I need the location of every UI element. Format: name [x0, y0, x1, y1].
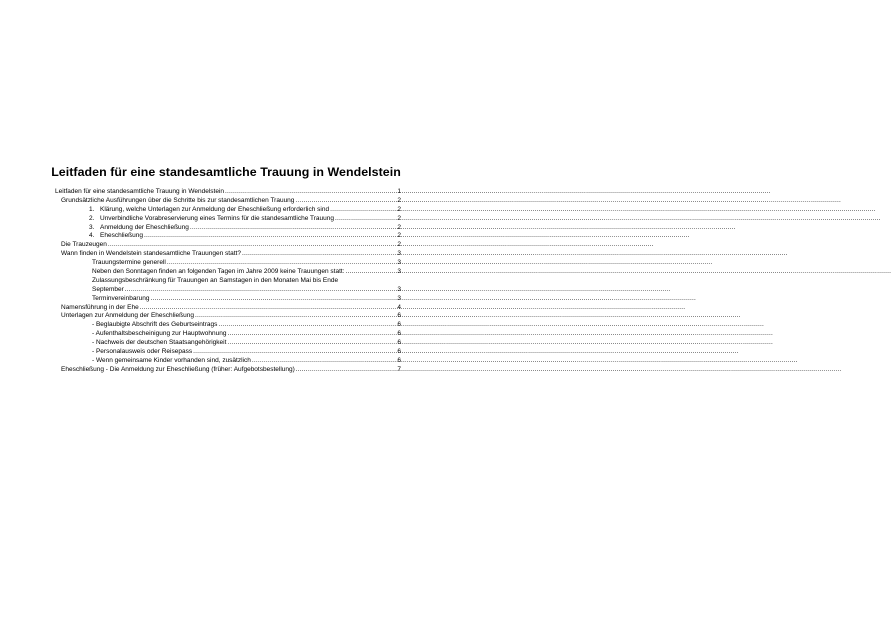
toc-entry-text: Klärung, welche Unterlagen zur Anmeldung der Eheschließung erforderlich sind: [100, 205, 330, 213]
toc-entry-text: Wann finden in Wendelstein standesamtliche Trauungen statt?: [61, 250, 241, 258]
toc-page-number: 3: [397, 285, 401, 293]
toc-entry-text: September: [92, 285, 124, 293]
toc-entry[interactable]: [55, 312, 401, 321]
toc-page-number: 6: [397, 356, 401, 364]
toc-entry-text: Leitfaden für eine standesamtliche Trauung in Wendelstein: [55, 188, 224, 195]
toc-entry[interactable]: [55, 232, 401, 241]
toc-dot-leader: [296, 366, 396, 375]
toc-dot-leader: [195, 312, 396, 321]
toc-dot-leader: [190, 224, 396, 233]
toc-page-number: 2: [397, 196, 401, 204]
toc-entry[interactable]: [55, 357, 401, 366]
table-of-contents: [55, 188, 401, 375]
toc-entry[interactable]: [55, 304, 401, 313]
toc-entry-text: Eheschließung: [100, 232, 143, 240]
toc-dot-leader: [108, 241, 396, 250]
toc-entry[interactable]: [55, 286, 401, 295]
toc-dot-leader: [227, 339, 396, 348]
toc-page-number: 6: [397, 348, 401, 356]
toc-entry-text: - Personalausweis oder Reisepass: [92, 348, 193, 356]
toc-entry[interactable]: [55, 215, 401, 224]
toc-entry-text: Terminvereinbarung: [92, 294, 150, 302]
toc-page-number: 7: [397, 365, 401, 373]
toc-page-number: 3: [397, 268, 401, 276]
toc-dot-leader: [218, 321, 396, 330]
toc-entry[interactable]: [55, 339, 401, 348]
toc-page-number: 2: [397, 241, 401, 249]
toc-entry-number: 4.: [89, 232, 95, 240]
toc-entry-text: Grundsätzliche Ausführungen über die Schritte bis zur standesamtlichen Trauung: [61, 196, 295, 204]
toc-dot-leader: [330, 206, 396, 215]
toc-page-number: 2: [397, 232, 401, 240]
toc-dot-leader: [227, 330, 396, 339]
toc-entry-text: Anmeldung der Eheschließung: [100, 223, 189, 231]
toc-entry-text: - Beglaubigte Abschrift des Geburtseintrags: [92, 321, 218, 329]
toc-dot-leader: [125, 286, 396, 295]
toc-entry[interactable]: [55, 348, 401, 357]
toc-entry-text: Namensführung in der Ehe: [61, 303, 139, 311]
toc-entry-text: Eheschließung - Die Anmeldung zur Eheschließung (früher: Aufgebotsbestellung): [61, 365, 295, 373]
toc-page-number: 2: [397, 214, 401, 222]
toc-entry-text: Unverbindliche Vorabreservierung eines Termins für die standesamtliche Trauung: [100, 214, 335, 222]
toc-page-number: 6: [397, 321, 401, 329]
toc-entry[interactable]: [55, 295, 401, 304]
toc-entry-text: - Aufenthaltsbescheinigung zur Hauptwohnung: [92, 330, 227, 338]
toc-entry-number: 3.: [89, 223, 95, 231]
toc-entry[interactable]: [55, 330, 401, 339]
toc-dot-leader: [193, 348, 396, 357]
toc-page-number: 4: [397, 303, 401, 311]
toc-entry[interactable]: [55, 197, 401, 206]
toc-entry-text: - Nachweis der deutschen Staatsangehörigkeit: [92, 339, 227, 347]
toc-dot-leader: [252, 357, 396, 366]
toc-entry[interactable]: [55, 224, 401, 233]
toc-entry[interactable]: [55, 366, 401, 375]
toc-dot-leader: [150, 295, 396, 304]
toc-entry-text: Trauungstermine generell: [92, 259, 166, 267]
toc-entry[interactable]: [55, 277, 401, 286]
toc-page-number: 3: [397, 259, 401, 267]
toc-entry[interactable]: [55, 206, 401, 215]
toc-entry[interactable]: [55, 321, 401, 330]
toc-page-number: 1: [397, 188, 401, 195]
toc-page-number: 6: [397, 312, 401, 320]
toc-page-number: 2: [397, 205, 401, 213]
toc-dot-leader: [225, 188, 396, 197]
toc-entry-text: - Wenn gemeinsame Kinder vorhanden sind, zusätzlich: [92, 356, 251, 364]
toc-entry[interactable]: [55, 268, 401, 277]
toc-entry-text: Neben den Sonntagen finden an folgenden Tagen im Jahre 2009 keine Trauungen statt:: [92, 268, 345, 276]
toc-page-number: 2: [397, 223, 401, 231]
toc-page-number: 6: [397, 339, 401, 347]
toc-dot-leader: [242, 250, 396, 259]
toc-entry[interactable]: [55, 259, 401, 268]
toc-dot-leader: [295, 197, 396, 206]
toc-page-number: 3: [397, 250, 401, 258]
toc-entry-number: 1.: [89, 205, 95, 213]
toc-dot-leader: [167, 259, 396, 268]
toc-page-number: 6: [397, 330, 401, 338]
toc-entry-text: Unterlagen zur Anmeldung der Eheschließung: [61, 312, 194, 320]
toc-entry-number: 2.: [89, 214, 95, 222]
toc-dot-leader: [144, 232, 396, 241]
toc-entry-text: Die Trauzeugen: [61, 241, 107, 249]
toc-dot-leader: [335, 215, 396, 224]
toc-entry[interactable]: [55, 250, 401, 259]
toc-entry[interactable]: [55, 241, 401, 250]
toc-page-number: 3: [397, 294, 401, 302]
page-title: Leitfaden für eine standesamtliche Trauung in Wendelstein: [51, 165, 401, 179]
toc-entry[interactable]: [55, 188, 401, 197]
toc-entry-text: Zulassungsbeschränkung für Trauungen an Samstagen in den Monaten Mai bis Ende: [92, 276, 339, 284]
toc-dot-leader: [346, 268, 397, 277]
toc-dot-leader: [140, 304, 396, 313]
